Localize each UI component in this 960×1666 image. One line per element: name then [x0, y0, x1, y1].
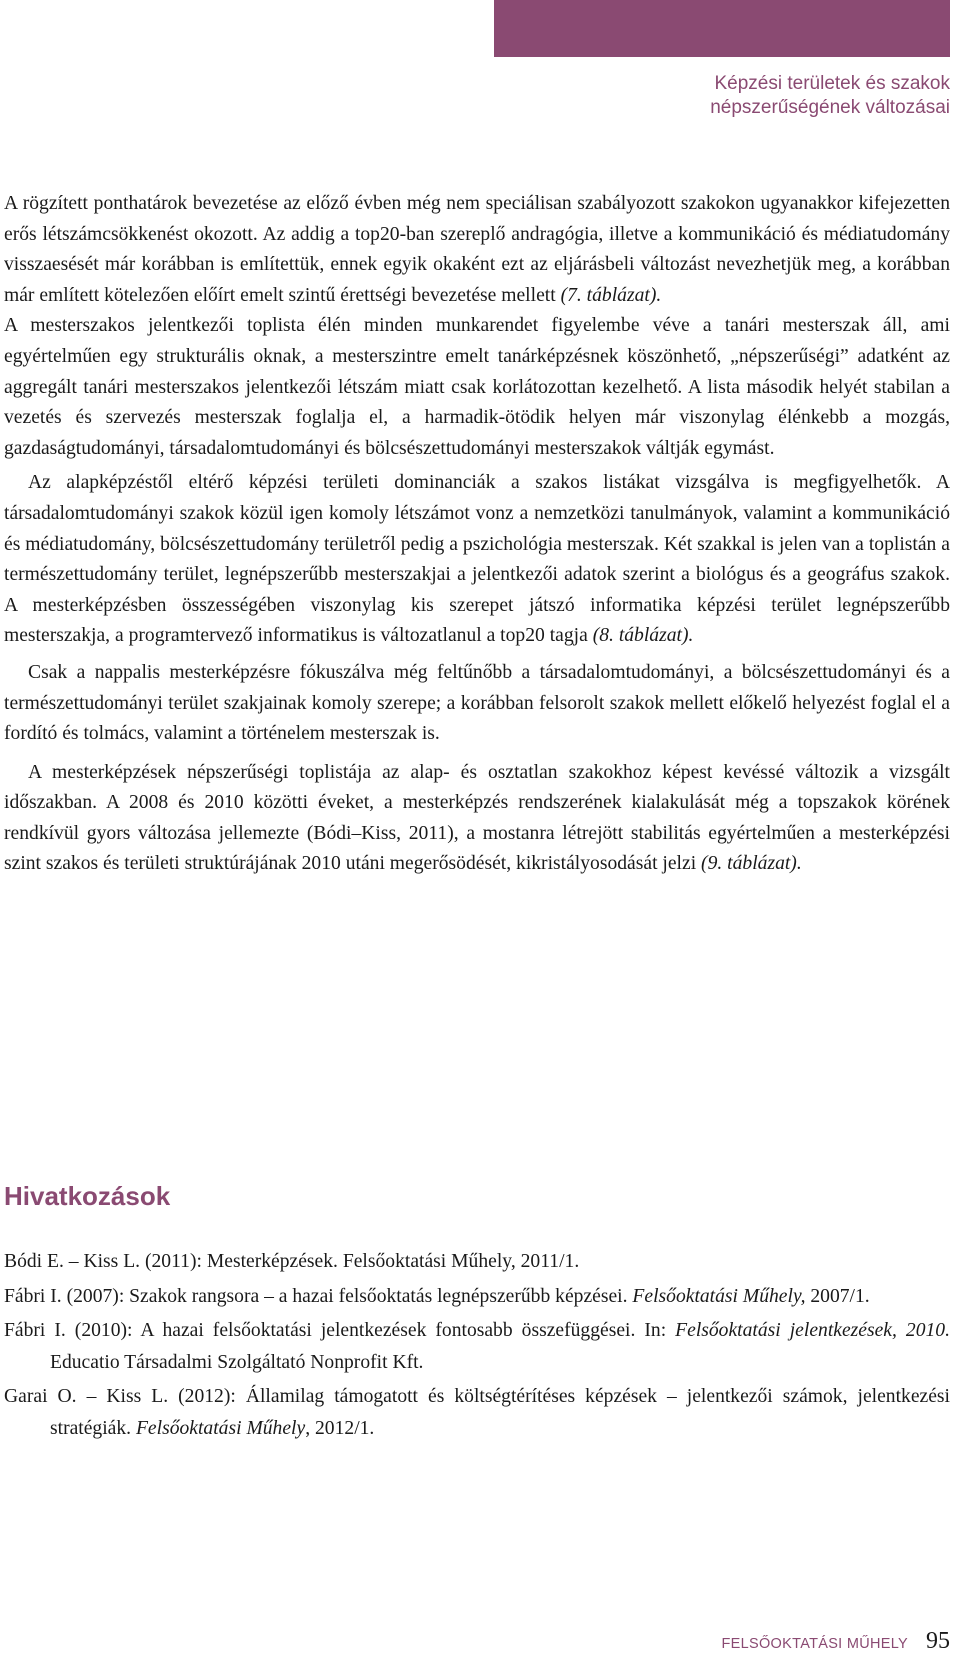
- reference-text: Garai O. – Kiss L. (2012): Államilag támogatott és költségtérítéses képzések – jelentkezői számok, jelentkezési stratégiák.: [4, 1386, 950, 1439]
- paragraph-5-text: A mesterképzések népszerűségi toplistája az alap- és osztatlan szakokhoz képest kevéssé változik a vizsgált időszakban. A 2008 és 2010 közötti éveket, a mesterképzés rendszerének kialakulását még a topszakok körének rendkívül gyors változása jellemezte (Bódi–Kiss, 2011), a mostanra létrejött stabilitás egyértelműen a mesterképzési szint szakos és területi struktúrájának 2010 utáni megerősödését, kikristályosodását jelzi: [4, 761, 950, 875]
- reference-item: [4, 1381, 950, 1444]
- paragraph-5: [4, 758, 950, 880]
- reference-tail: 2007/1.: [805, 1285, 870, 1307]
- reference-item: [4, 1281, 950, 1313]
- paragraph-1-text: A rögzített ponthatárok bevezetése az előző évben még nem speciálisan szabályozott szakokon ugyanakkor kifejezetten erős létszámcsökkenést okozott. Az addig a top20-ban szereplő andragógia, illetve a kommunikáció és médiatudomány visszaesését már korábban is említettük, ennek egyik okaként ezt az eljárásbeli változást nevezhetjük meg, a korábban már említett kötelezően előírt emelt szintű érettségi bevezetése mellett: [4, 193, 950, 306]
- journal-name: FELSŐOKTATÁSI MŰHELY: [721, 1636, 908, 1652]
- running-head: [530, 72, 950, 120]
- paragraph-4-text: Csak a nappalis mesterképzésre fókuszálva még feltűnőbb a társadalomtudományi, a bölcsészettudományi és a természettudományi terület szakjainak komoly szerepe; a korábban felsorolt szakok mellett előkelő helyezést foglal el a fordító és tolmács, valamint a történelem mesterszak is.: [4, 661, 950, 745]
- reference-text: Fábri I. (2010): A hazai felsőoktatási jelentkezések fontosabb összefüggései. In:: [4, 1320, 676, 1341]
- reference-source: Felsőoktatási jelentkezések, 2010.: [675, 1320, 950, 1341]
- reference-source: Felsőoktatási Műhely: [135, 1417, 306, 1439]
- table-reference-7: (7. táblázat).: [560, 284, 662, 306]
- table-reference-8: (8. táblázat).: [592, 625, 694, 647]
- reference-tail: , 2012/1.: [305, 1417, 375, 1439]
- reference-source: Felsőoktatási Műhely,: [632, 1285, 806, 1307]
- reference-tail: Educatio Társadalmi Szolgáltató Nonprofit Kft.: [50, 1351, 424, 1373]
- paragraph-3: [4, 468, 950, 652]
- paragraph-2-text: A mesterszakos jelentkezői toplista élén minden munkarendet figyelembe véve a tanári mesterszak áll, ami egyértelműen egy strukturális oknak, a mesterszintre emelt tanárképzésnek köszönhető, „népszerűségi” adatként az aggregált tanári mesterszakos jelentkezői létszám miatt csak korlátozottan kezelhető. A lista második helyét stabilan a vezetés és szervezés mesterszak foglalja el, a harmadik-ötödik helyen már viszonylag élénkebb a mozgás, gazdaságtudományi, társadalomtudományi és bölcsészettudományi mesterszakok váltják egymást.: [4, 315, 950, 459]
- reference-item: [4, 1246, 950, 1278]
- running-head-line-1: Képzési területek és szakok: [714, 73, 950, 94]
- page-number: 95: [926, 1628, 950, 1654]
- paragraph-1: [4, 189, 950, 311]
- paragraph-4: [4, 658, 950, 750]
- reference-text: Bódi E. – Kiss L. (2011): Mesterképzések. Felsőoktatási Műhely, 2011/1.: [4, 1251, 580, 1272]
- page-footer: [722, 1628, 950, 1655]
- body-text: [4, 189, 950, 880]
- running-head-line-2: népszerűségének változásai: [710, 97, 950, 118]
- header-color-band: [494, 0, 950, 57]
- reference-item: [4, 1315, 950, 1378]
- reference-text: Fábri I. (2007): Szakok rangsora – a hazai felsőoktatás legnépszerűbb képzései.: [4, 1285, 633, 1307]
- table-reference-9: (9. táblázat).: [701, 853, 802, 875]
- reference-list: [4, 1246, 950, 1447]
- paragraph-2: [4, 311, 950, 464]
- references-heading: Hivatkozások: [4, 1181, 171, 1211]
- paragraph-3-text: Az alapképzéstől eltérő képzési területi dominanciák a szakos listákat vizsgálva is megfigyelhetők. A társadalomtudományi szakok közül igen komoly létszámot vonz a nemzetközi tanulmányok, valamint a kommunikáció és médiatudomány, bölcsészettudomány területről pedig a pszichológia mesterszak. Két szakkal is jelen van a toplistán a természettudomány terület, legnépszerűbb mesterszakjai a jelentkezői adatok szerint a biológus és a geográfus szakok. A mesterképzésben összességében viszonylag kis szerepet játszó informatika képzési terület legnépszerűbb mesterszakja, a programtervező informatikus is változatlanul a top20 tagja: [4, 472, 950, 647]
